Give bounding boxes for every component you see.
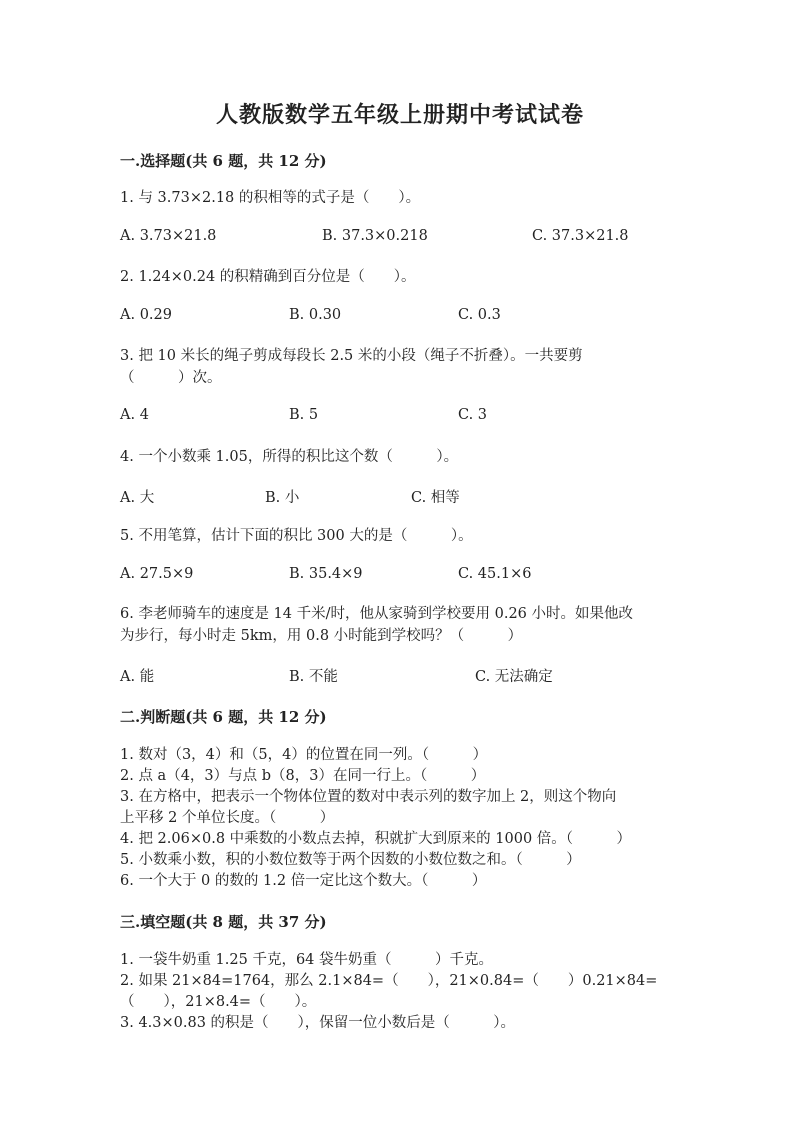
question-6: 6. 李老师骑车的速度是 14 千米/时，他从家骑到学校要用 0.26 小时。如果他改 xyxy=(120,606,633,622)
option-6b: B. 不能 xyxy=(289,669,338,685)
question-5: 5. 不用笔算，估计下面的积比 300 大的是（ ）。 xyxy=(120,528,473,544)
option-2b: B. 0.30 xyxy=(289,307,342,323)
section-heading-fill: 三.填空题(共 8 题，共 37 分) xyxy=(120,913,327,931)
question-4: 4. 一个小数乘 1.05，所得的积比这个数（ ）。 xyxy=(120,449,459,465)
judge-line: 2. 点 a（4，3）与点 b（8，3）在同一行上。（ ） xyxy=(120,768,486,784)
fill-line: 3. 4.3×0.83 的积是（ ），保留一位小数后是（ ）。 xyxy=(120,1015,516,1031)
option-4c: C. 相等 xyxy=(411,490,460,506)
section-heading-choice: 一.选择题(共 6 题，共 12 分) xyxy=(120,152,327,170)
fill-line: （ ），21×8.4=（ ）。 xyxy=(120,994,317,1010)
option-6a: A. 能 xyxy=(120,669,155,685)
question-6-cont: 为步行，每小时走 5km，用 0.8 小时能到学校吗？（ ） xyxy=(120,628,523,644)
fill-line: 2. 如果 21×84=1764，那么 2.1×84=（ ），21×0.84=（ ）0.21×84= xyxy=(120,973,658,989)
option-3b: B. 5 xyxy=(289,407,319,423)
judge-line: 1. 数对（3，4）和（5，4）的位置在同一列。（ ） xyxy=(120,747,488,763)
judge-line: 6. 一个大于 0 的数的 1.2 倍一定比这个数大。（ ） xyxy=(120,873,487,889)
option-3a: A. 4 xyxy=(120,407,149,423)
option-4b: B. 小 xyxy=(265,490,300,506)
option-5b: B. 35.4×9 xyxy=(289,566,363,582)
option-2a: A. 0.29 xyxy=(120,307,172,323)
question-2: 2. 1.24×0.24 的积精确到百分位是（ ）。 xyxy=(120,269,416,285)
option-3c: C. 3 xyxy=(458,407,488,423)
page-title: 人教版数学五年级上册期中考试试卷 xyxy=(215,102,584,128)
question-3: 3. 把 10 米长的绳子剪成每段长 2.5 米的小段（绳子不折叠）。一共要剪 xyxy=(120,348,583,364)
question-3-cont: （ ）次。 xyxy=(120,370,222,386)
option-1b: B. 37.3×0.218 xyxy=(322,228,428,244)
judge-line: 5. 小数乘小数，积的小数位数等于两个因数的小数位数之和。（ ） xyxy=(120,852,581,868)
option-5c: C. 45.1×6 xyxy=(458,566,532,582)
question-1: 1. 与 3.73×2.18 的积相等的式子是（ ）。 xyxy=(120,190,421,206)
option-6c: C. 无法确定 xyxy=(475,669,553,685)
judge-line: 3. 在方格中，把表示一个物体位置的数对中表示列的数字加上 2，则这个物向 xyxy=(120,789,617,805)
judge-line: 上平移 2 个单位长度。（ ） xyxy=(120,810,335,826)
option-4a: A. 大 xyxy=(120,490,155,506)
option-2c: C. 0.3 xyxy=(458,307,501,323)
judge-line: 4. 把 2.06×0.8 中乘数的小数点去掉，积就扩大到原来的 1000 倍。（ ） xyxy=(120,831,632,847)
fill-line: 1. 一袋牛奶重 1.25 千克，64 袋牛奶重（ ）千克。 xyxy=(120,952,494,968)
option-5a: A. 27.5×9 xyxy=(120,566,194,582)
option-1c: C. 37.3×21.8 xyxy=(532,228,629,244)
section-heading-judge: 二.判断题(共 6 题，共 12 分) xyxy=(120,708,327,726)
option-1a: A. 3.73×21.8 xyxy=(120,228,217,244)
